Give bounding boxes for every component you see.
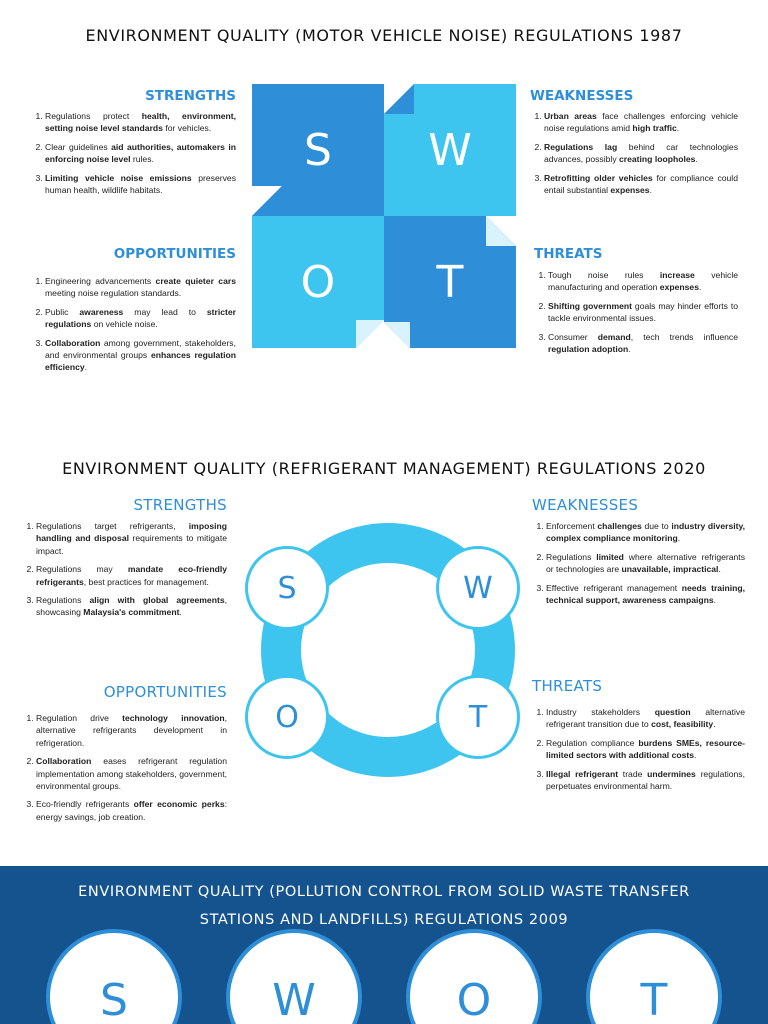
s2-letter-t: T [436, 675, 520, 759]
list-item: 2. Regulations limited where alternative refrigerants or technologies are unavailable, impractical. [546, 551, 745, 576]
s2-threats-list [524, 706, 745, 798]
s1-fold-corner-icon [384, 322, 410, 348]
s1-weaknesses-heading: WEAKNESSES [530, 88, 634, 104]
section3-band [0, 866, 768, 1024]
list-item: 3. Retrofitting older vehicles for compliance could entail substantial expenses. [544, 172, 738, 197]
s3-letter-o: O [406, 929, 542, 1024]
s2-opportunities-heading: OPPORTUNITIES [103, 683, 227, 701]
list-item: 2. Regulation compliance burdens SMEs, resource-limited sectors with additional costs. [546, 737, 745, 762]
list-item: 3. Collaboration among government, stakeholders, and environmental groups enhances regulation efficiency. [45, 337, 236, 374]
s1-letter-w: W [428, 124, 472, 176]
list-item: 1. Engineering advancements create quieter cars meeting noise regulation standards. [45, 275, 236, 300]
s1-opportunities-heading: OPPORTUNITIES [113, 246, 236, 262]
list-item: 2. Regulations may mandate eco-friendly refrigerants, best practices for management. [36, 563, 227, 588]
s1-tile-s [252, 84, 384, 216]
s1-fold-corner-icon [252, 186, 282, 216]
s1-tile-o [252, 216, 384, 348]
s1-tile-t [384, 216, 516, 348]
s1-weaknesses-list [522, 110, 738, 202]
list-item: 1. Tough noise rules increase vehicle manufacturing and operation expenses. [548, 269, 738, 294]
s1-tile-w [384, 84, 516, 216]
s2-weaknesses-heading: WEAKNESSES [532, 496, 639, 514]
s2-letter-o: O [245, 675, 329, 759]
s1-letter-o: O [300, 256, 336, 308]
list-item: 3. Limiting vehicle noise emissions preserves human health, wildlife habitats. [45, 172, 236, 197]
list-item: 1. Urban areas face challenges enforcing vehicle noise regulations amid high traffic. [544, 110, 738, 135]
list-item: 1. Regulation drive technology innovation, alternative refrigerants development in refrigeration. [36, 712, 227, 749]
list-item: 3. Regulations align with global agreements, showcasing Malaysia's commitment. [36, 594, 227, 619]
s1-letter-s: S [304, 124, 332, 176]
s2-letter-w: W [436, 546, 520, 630]
list-item: 1. Regulations protect health, environment, setting noise level standards for vehicles. [45, 110, 236, 135]
section2-title: ENVIRONMENT QUALITY (REFRIGERANT MANAGEMENT) REGULATIONS 2020 [62, 459, 706, 478]
s1-fold-corner-icon [384, 84, 414, 114]
s2-weaknesses-list [524, 520, 745, 612]
s2-opportunities-list [14, 712, 227, 829]
s1-fold-corner-icon [486, 216, 516, 246]
list-item: 3. Illegal refrigerant trade undermines regulations, perpetuates environmental harm. [546, 768, 745, 793]
s2-threats-heading: THREATS [532, 677, 603, 695]
s1-letter-t: T [436, 256, 464, 308]
list-item: 1. Regulations target refrigerants, imposing handling and disposal requirements to mitigate impact. [36, 520, 227, 557]
list-item: 3. Consumer demand, tech trends influence regulation adoption. [548, 331, 738, 356]
list-item: 1. Enforcement challenges due to industry diversity, complex compliance monitoring. [546, 520, 745, 545]
s3-letter-w: W [226, 929, 362, 1024]
s1-fold-corner-icon [356, 320, 384, 348]
s2-letter-s: S [245, 546, 329, 630]
s1-strengths-list [23, 110, 236, 202]
s1-strengths-heading: STRENGTHS [145, 88, 236, 104]
list-item: 2. Clear guidelines aid authorities, automakers in enforcing noise level rules. [45, 141, 236, 166]
s3-letter-t: T [586, 929, 722, 1024]
list-item: 2. Regulations lag behind car technologies advances, possibly creating loopholes. [544, 141, 738, 166]
s2-strengths-list [14, 520, 227, 625]
s1-opportunities-list [23, 275, 236, 380]
list-item: 1. Industry stakeholders question alternative refrigerant transition due to cost, feasibility. [546, 706, 745, 731]
list-item: 2. Collaboration eases refrigerant regulation implementation among stakeholders, government, environmental groups. [36, 755, 227, 792]
s1-threats-heading: THREATS [534, 246, 603, 262]
section1-title: ENVIRONMENT QUALITY (MOTOR VEHICLE NOISE) REGULATIONS 1987 [85, 26, 683, 45]
s2-strengths-heading: STRENGTHS [133, 496, 227, 514]
list-item: 2. Public awareness may lead to stricter regulations on vehicle noise. [45, 306, 236, 331]
s1-threats-list [526, 269, 738, 361]
list-item: 3. Eco-friendly refrigerants offer economic perks: energy savings, job creation. [36, 798, 227, 823]
section3-title: ENVIRONMENT QUALITY (POLLUTION CONTROL FROM SOLID WASTE TRANSFER STATIONS AND LANDFILLS) REGULATIONS 2009 [78, 884, 690, 928]
list-item: 2. Shifting government goals may hinder efforts to tackle environmental issues. [548, 300, 738, 325]
s3-letter-s: S [46, 929, 182, 1024]
list-item: 3. Effective refrigerant management needs training, technical support, awareness campaigns. [546, 582, 745, 607]
